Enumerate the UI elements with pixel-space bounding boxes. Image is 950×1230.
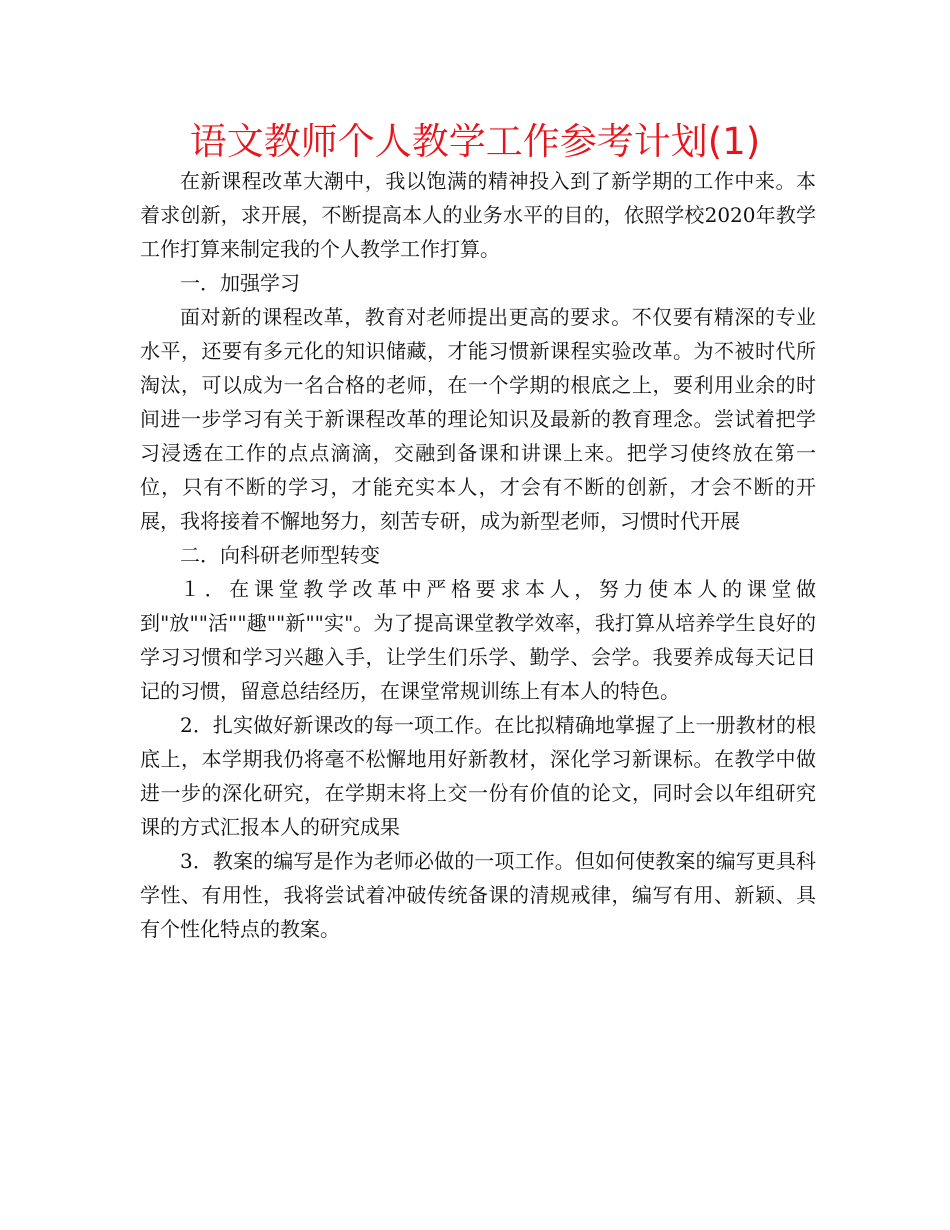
paragraph-item-2: 2．扎实做好新课改的每一项工作。在比拟精确地掌握了上一册教材的根底上，本学期我仍将毫不松懈地用好新教材，深化学习新课标。在教学中做进一步的深化研究，在学期末将上交一份有价值的论文，同时会以年组研究课的方式汇报本人的研究成果 — [140, 713, 816, 839]
paragraph-intro: 在新课程改革大潮中，我以饱满的精神投入到了新学期的工作中来。本着求创新，求开展，不断提高本人的业务水平的目的，依照学校2020年教学工作打算来制定我的个人教学工作打算。 — [140, 169, 816, 261]
heading-section-1: 一．加强学习 — [180, 271, 300, 295]
paragraph-item-1: １．在课堂教学改革中严格要求本人，努力使本人的课堂做到"放""活""趣""新""实"。为了提高课堂教学效率，我打算从培养学生良好的学习习惯和学习兴趣入手，让学生们乐学、勤学、会学。我要养成每天记日记的习惯，留意总结经历，在课堂常规训练上有本人的特色。 — [140, 577, 816, 703]
paragraph-item-3: 3．教案的编写是作为老师必做的一项工作。但如何使教案的编写更具科学性、有用性，我将尝试着冲破传统备课的清规戒律，编写有用、新颖、具有个性化特点的教案。 — [140, 849, 816, 941]
heading-section-2: 二．向科研老师型转变 — [180, 543, 380, 567]
document-title: 语文教师个人教学工作参考计划(1) — [189, 120, 761, 163]
paragraph-section-1: 面对新的课程改革，教育对老师提出更高的要求。不仅要有精深的专业水平，还要有多元化的知识储藏，才能习惯新课程实验改革。为不被时代所淘汰，可以成为一名合格的老师，在一个学期的根底之上，要利用业余的时间进一步学习有关于新课程改革的理论知识及最新的教育理念。尝试着把学习浸透在工作的点点滴滴，交融到备课和讲课上来。把学习使终放在第一位，只有不断的学习，才能充实本人，才会有不断的创新，才会不断的开展，我将接着不懈地努力，刻苦专研，成为新型老师，习惯时代开展 — [140, 305, 816, 533]
document-body — [140, 164, 816, 946]
